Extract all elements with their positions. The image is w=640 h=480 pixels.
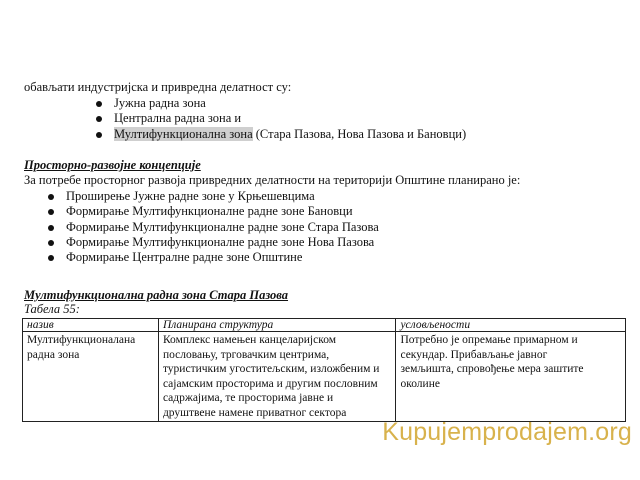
cell-line: туристичким угоститељским, изложбеним и — [162, 363, 380, 376]
concept-item-label: Формирање Централне радне зоне Општине — [66, 250, 303, 265]
cell-line: секундар. Прибављање јавног — [400, 348, 548, 361]
list-item — [94, 96, 466, 111]
zone-table — [22, 318, 626, 422]
concept-item-label: Формирање Мултифункционалне радне зоне Нова Пазова — [66, 234, 375, 249]
bullet-icon — [48, 225, 54, 231]
intro-line: обављати индустријска и привредна делатност су: — [24, 80, 292, 94]
watermark: Kupujemprodajem.org — [382, 418, 632, 446]
list-item — [46, 220, 379, 235]
cell-line: околине — [400, 377, 440, 390]
table-heading: Мултифункционална радна зона Стара Пазова — [24, 288, 289, 302]
list-item — [94, 111, 466, 126]
cell-line: Комплекс намењен канцеларијском — [162, 334, 336, 346]
bullet-icon — [48, 255, 54, 261]
concept-item-label: Формирање Мултифункционалне радне зоне Бановци — [66, 204, 353, 219]
cell-line: земљишта, спровођење мера заштите — [400, 363, 584, 376]
bullet-icon — [48, 194, 54, 200]
list-item — [46, 204, 379, 219]
table-row — [23, 332, 626, 422]
cell-structure — [158, 332, 396, 422]
column-header: Планирана структура — [158, 319, 396, 332]
cell-conditions — [396, 332, 626, 422]
cell-line: Потребно је опремање примарном и — [400, 334, 578, 346]
column-header: условљености — [396, 319, 626, 332]
concept-heading: Просторно-развојне концепције — [24, 158, 201, 172]
bullet-icon — [48, 240, 54, 246]
bullet-icon — [96, 116, 102, 122]
bullet-icon — [96, 101, 102, 107]
cell-line: радна зона — [27, 348, 80, 361]
cell-line: садржајима, те просторима јавне и — [162, 392, 334, 405]
column-header: назив — [23, 319, 159, 332]
zone-item-rest: (Стара Пазова, Нова Пазова и Бановци) — [252, 126, 467, 141]
list-item — [46, 250, 379, 265]
list-item — [46, 235, 379, 250]
concept-item-label: Проширење Јужне радне зоне у Крњешевцима — [66, 189, 315, 203]
concepts-list — [46, 189, 379, 265]
zone-item-label: Централна радна зона и — [114, 111, 242, 126]
concept-intro: За потребе просторног развоја привредних делатности на територији Општине планирано је: — [24, 173, 521, 187]
table-header-row — [23, 319, 626, 332]
zones-list — [94, 96, 466, 142]
highlighted-text: Мултифункционална зона — [114, 126, 253, 141]
bullet-icon — [48, 209, 54, 215]
table-caption: Табела 55: — [24, 302, 80, 316]
cell-line: Мултифункционалана — [27, 334, 136, 346]
concept-item-label: Формирање Мултифункционалне радне зоне Стара Пазова — [66, 219, 379, 234]
cell-name — [23, 332, 159, 422]
zone-item-label: Јужна радна зона — [114, 96, 206, 110]
list-item — [94, 127, 466, 142]
cell-line: сајамским просторима и другим пословним — [162, 377, 378, 390]
cell-line: друштвене намене приватног сектора — [162, 406, 347, 419]
cell-line: пословању, трговачким центрима, — [162, 348, 330, 361]
list-item — [46, 189, 379, 204]
bullet-icon — [96, 132, 102, 138]
